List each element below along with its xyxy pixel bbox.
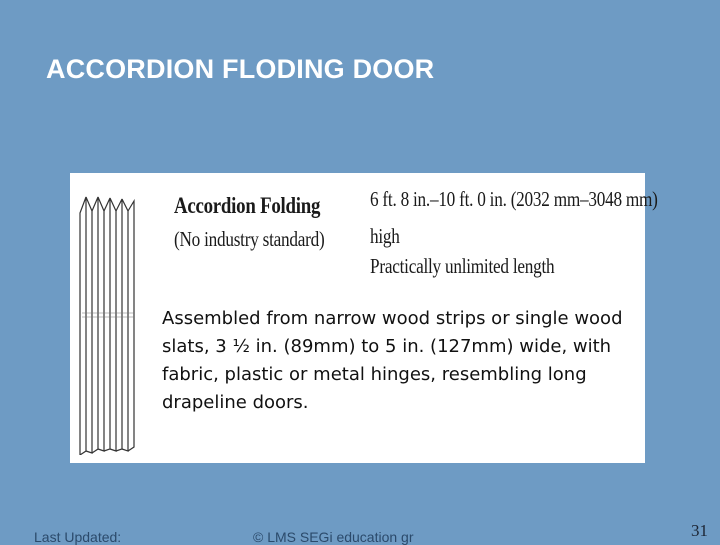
caption-text: Assembled from narrow wood strips or single wood slats, 3 ½ in. (89mm) to 5 in. (127mm) wide, with fabric, plastic or metal hinges, resembling long drapeline doors. [162,308,623,413]
scanned-length: Practically unlimited length [370,254,555,278]
scanned-label: Accordion Folding [174,193,321,218]
page-number: 31 [691,521,708,540]
slide-title: ACCORDION FLODING DOOR [46,54,435,84]
accordion-door-drawing [76,193,138,455]
scanned-sublabel: (No industry standard) [174,227,325,251]
scanned-size: 6 ft. 8 in.–10 ft. 0 in. (2032 mm–3048 mm) [370,187,658,211]
footer-copyright: © LMS SEGi education gr [253,529,414,545]
door-figure [70,173,658,463]
footer-last-updated: Last Updated: [34,529,122,545]
scanned-height: high [370,224,400,248]
